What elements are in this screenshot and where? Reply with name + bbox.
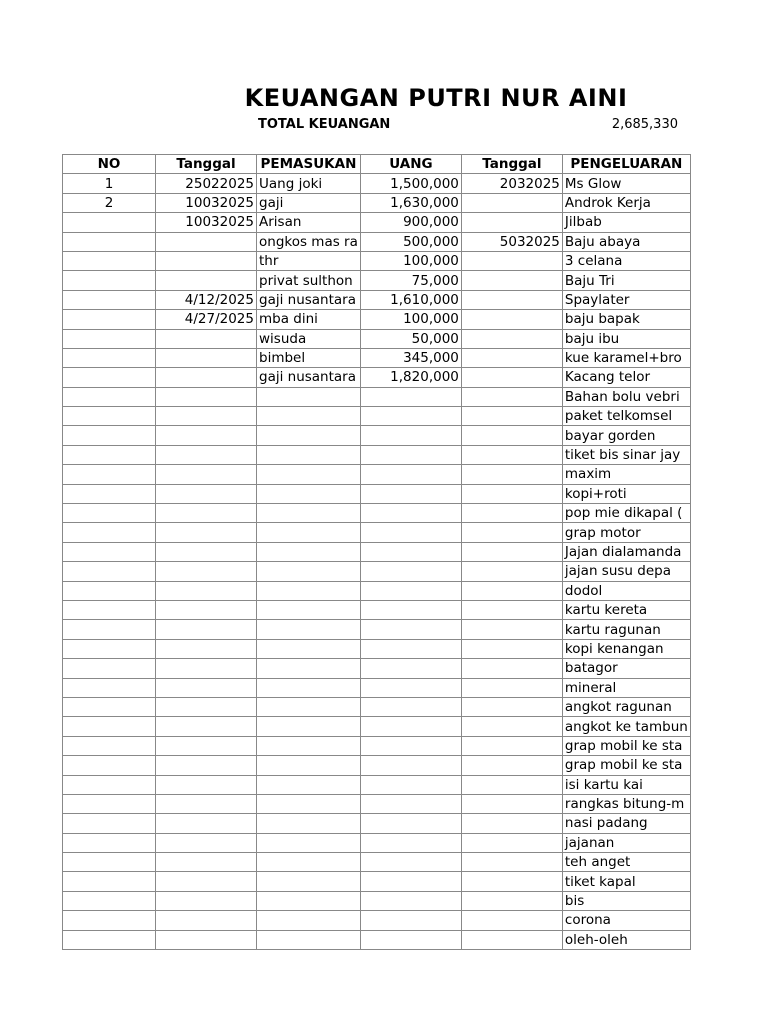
cell-pemasukan[interactable] — [257, 387, 361, 406]
cell-no[interactable] — [63, 736, 156, 755]
cell-uang[interactable] — [360, 814, 461, 833]
header-tanggal-masuk: Tanggal — [156, 155, 257, 174]
table-row — [63, 775, 691, 794]
cell-tanggal-keluar[interactable] — [461, 736, 562, 755]
table-row — [63, 329, 691, 348]
cell-uang[interactable] — [360, 756, 461, 775]
cell-tanggal-masuk[interactable] — [156, 348, 257, 367]
cell-pemasukan[interactable] — [257, 542, 361, 561]
cell-no[interactable] — [63, 290, 156, 309]
cell-tanggal-keluar[interactable] — [461, 891, 562, 910]
table-row — [63, 193, 691, 212]
cell-tanggal-masuk[interactable] — [156, 756, 257, 775]
cell-no[interactable] — [63, 911, 156, 930]
cell-tanggal-masuk[interactable] — [156, 697, 257, 716]
cell-pengeluaran[interactable]: batagor — [562, 659, 690, 678]
cell-pengeluaran[interactable]: baju bapak — [562, 310, 690, 329]
cell-pemasukan[interactable]: thr — [257, 251, 361, 270]
cell-no[interactable] — [63, 465, 156, 484]
cell-uang[interactable] — [360, 833, 461, 852]
cell-tanggal-keluar[interactable] — [461, 562, 562, 581]
cell-no[interactable] — [63, 387, 156, 406]
cell-no[interactable] — [63, 717, 156, 736]
cell-no[interactable] — [63, 678, 156, 697]
cell-no[interactable] — [63, 445, 156, 464]
table-row — [63, 523, 691, 542]
cell-uang[interactable] — [360, 426, 461, 445]
cell-tanggal-keluar[interactable] — [461, 794, 562, 813]
cell-pemasukan[interactable] — [257, 426, 361, 445]
cell-tanggal-masuk[interactable] — [156, 717, 257, 736]
cell-uang[interactable]: 100,000 — [360, 251, 461, 270]
cell-tanggal-masuk[interactable] — [156, 271, 257, 290]
table-row — [63, 833, 691, 852]
cell-pengeluaran[interactable]: Bahan bolu vebri — [562, 387, 690, 406]
cell-uang[interactable]: 1,820,000 — [360, 368, 461, 387]
cell-tanggal-masuk[interactable] — [156, 891, 257, 910]
table-row — [63, 484, 691, 503]
cell-pengeluaran[interactable]: Jilbab — [562, 213, 690, 232]
cell-uang[interactable] — [360, 542, 461, 561]
cell-no[interactable] — [63, 600, 156, 619]
header-row — [63, 155, 691, 174]
cell-uang[interactable] — [360, 620, 461, 639]
cell-no[interactable] — [63, 814, 156, 833]
cell-tanggal-masuk[interactable] — [156, 484, 257, 503]
cell-pemasukan[interactable] — [257, 853, 361, 872]
cell-pemasukan[interactable] — [257, 794, 361, 813]
cell-pemasukan[interactable] — [257, 523, 361, 542]
cell-no[interactable] — [63, 697, 156, 716]
table-row — [63, 562, 691, 581]
cell-uang[interactable] — [360, 775, 461, 794]
cell-tanggal-keluar[interactable] — [461, 872, 562, 891]
cell-pemasukan[interactable]: ongkos mas ra — [257, 232, 361, 251]
cell-tanggal-masuk[interactable]: 4/27/2025 — [156, 310, 257, 329]
cell-tanggal-masuk[interactable] — [156, 659, 257, 678]
cell-pemasukan[interactable] — [257, 678, 361, 697]
table-row — [63, 581, 691, 600]
cell-tanggal-masuk[interactable] — [156, 387, 257, 406]
cell-tanggal-masuk[interactable] — [156, 562, 257, 581]
cell-no[interactable] — [63, 756, 156, 775]
cell-uang[interactable] — [360, 465, 461, 484]
table-row — [63, 213, 691, 232]
cell-tanggal-masuk[interactable] — [156, 368, 257, 387]
cell-tanggal-masuk[interactable] — [156, 620, 257, 639]
table-row — [63, 891, 691, 910]
cell-no[interactable] — [63, 407, 156, 426]
cell-pemasukan[interactable] — [257, 620, 361, 639]
cell-tanggal-keluar[interactable]: 5032025 — [461, 232, 562, 251]
cell-tanggal-keluar[interactable] — [461, 911, 562, 930]
cell-uang[interactable] — [360, 484, 461, 503]
header-pemasukan: PEMASUKAN — [257, 155, 361, 174]
cell-tanggal-masuk[interactable] — [156, 426, 257, 445]
table-row — [63, 853, 691, 872]
cell-tanggal-masuk[interactable] — [156, 542, 257, 561]
cell-pemasukan[interactable] — [257, 717, 361, 736]
cell-uang[interactable] — [360, 387, 461, 406]
cell-pengeluaran[interactable]: kartu ragunan — [562, 620, 690, 639]
cell-no[interactable] — [63, 213, 156, 232]
cell-tanggal-masuk[interactable] — [156, 232, 257, 251]
cell-tanggal-masuk[interactable] — [156, 504, 257, 523]
table-row — [63, 620, 691, 639]
cell-pemasukan[interactable] — [257, 581, 361, 600]
cell-tanggal-keluar[interactable] — [461, 271, 562, 290]
cell-pengeluaran[interactable]: bis — [562, 891, 690, 910]
cell-tanggal-masuk[interactable] — [156, 465, 257, 484]
cell-uang[interactable]: 75,000 — [360, 271, 461, 290]
cell-uang[interactable] — [360, 678, 461, 697]
cell-no[interactable] — [63, 775, 156, 794]
table-row — [63, 348, 691, 367]
cell-no[interactable] — [63, 348, 156, 367]
cell-pengeluaran[interactable]: oleh-oleh — [562, 930, 690, 949]
cell-tanggal-masuk[interactable] — [156, 814, 257, 833]
cell-uang[interactable] — [360, 581, 461, 600]
cell-uang[interactable] — [360, 717, 461, 736]
cell-pengeluaran[interactable]: kopi kenangan — [562, 639, 690, 658]
cell-no[interactable] — [63, 426, 156, 445]
cell-pengeluaran[interactable]: jajan susu depa — [562, 562, 690, 581]
cell-pemasukan[interactable]: wisuda — [257, 329, 361, 348]
cell-pengeluaran[interactable]: tiket bis sinar jay — [562, 445, 690, 464]
table-row — [63, 659, 691, 678]
table-row — [63, 310, 691, 329]
cell-no[interactable] — [63, 310, 156, 329]
cell-uang[interactable]: 500,000 — [360, 232, 461, 251]
cell-tanggal-keluar[interactable] — [461, 387, 562, 406]
cell-tanggal-keluar[interactable] — [461, 484, 562, 503]
table-row — [63, 504, 691, 523]
table-row — [63, 930, 691, 949]
table-row — [63, 717, 691, 736]
cell-no[interactable] — [63, 251, 156, 270]
cell-uang[interactable] — [360, 659, 461, 678]
table-row — [63, 271, 691, 290]
cell-pemasukan[interactable] — [257, 911, 361, 930]
cell-pengeluaran[interactable]: angkot ragunan — [562, 697, 690, 716]
cell-tanggal-keluar[interactable] — [461, 620, 562, 639]
cell-no[interactable] — [63, 523, 156, 542]
cell-tanggal-keluar[interactable] — [461, 193, 562, 212]
cell-pengeluaran[interactable]: rangkas bitung-m — [562, 794, 690, 813]
table-row — [63, 232, 691, 251]
table-row — [63, 756, 691, 775]
table-row — [63, 678, 691, 697]
cell-uang[interactable] — [360, 697, 461, 716]
table-row — [63, 697, 691, 716]
cell-uang[interactable] — [360, 891, 461, 910]
cell-pemasukan[interactable] — [257, 736, 361, 755]
cell-tanggal-keluar[interactable] — [461, 251, 562, 270]
cell-tanggal-masuk[interactable] — [156, 833, 257, 852]
cell-pemasukan[interactable]: gaji nusantara — [257, 368, 361, 387]
cell-tanggal-keluar[interactable] — [461, 329, 562, 348]
cell-no[interactable] — [63, 639, 156, 658]
cell-no[interactable] — [63, 833, 156, 852]
cell-no[interactable] — [63, 930, 156, 949]
cell-tanggal-keluar[interactable] — [461, 426, 562, 445]
cell-uang[interactable] — [360, 930, 461, 949]
cell-uang[interactable] — [360, 407, 461, 426]
cell-tanggal-masuk[interactable] — [156, 407, 257, 426]
cell-pemasukan[interactable] — [257, 600, 361, 619]
cell-pengeluaran[interactable]: grap mobil ke sta — [562, 736, 690, 755]
cell-pemasukan[interactable] — [257, 697, 361, 716]
cell-tanggal-keluar[interactable] — [461, 659, 562, 678]
cell-tanggal-masuk[interactable] — [156, 251, 257, 270]
cell-tanggal-keluar[interactable] — [461, 853, 562, 872]
page-title: KEUANGAN PUTRI NUR AINI — [244, 84, 628, 112]
cell-pengeluaran[interactable]: bayar gorden — [562, 426, 690, 445]
cell-uang[interactable] — [360, 504, 461, 523]
header-uang: UANG — [360, 155, 461, 174]
cell-pemasukan[interactable] — [257, 639, 361, 658]
cell-pengeluaran[interactable]: Ms Glow — [562, 174, 690, 193]
cell-uang[interactable]: 1,610,000 — [360, 290, 461, 309]
cell-tanggal-keluar[interactable] — [461, 445, 562, 464]
cell-pengeluaran[interactable]: kopi+roti — [562, 484, 690, 503]
cell-no[interactable] — [63, 659, 156, 678]
cell-tanggal-masuk[interactable]: 25022025 — [156, 174, 257, 193]
cell-tanggal-keluar[interactable] — [461, 348, 562, 367]
table-row — [63, 387, 691, 406]
cell-tanggal-keluar[interactable] — [461, 504, 562, 523]
table-row — [63, 426, 691, 445]
table-row — [63, 407, 691, 426]
header-no: NO — [63, 155, 156, 174]
cell-tanggal-masuk[interactable] — [156, 445, 257, 464]
table-row — [63, 368, 691, 387]
cell-pemasukan[interactable]: gaji nusantara — [257, 290, 361, 309]
header-pengeluaran: PENGELUARAN — [562, 155, 690, 174]
cell-tanggal-masuk[interactable] — [156, 911, 257, 930]
cell-pengeluaran[interactable]: Baju abaya — [562, 232, 690, 251]
cell-no[interactable] — [63, 484, 156, 503]
cell-pengeluaran[interactable]: dodol — [562, 581, 690, 600]
cell-tanggal-keluar[interactable] — [461, 310, 562, 329]
cell-pemasukan[interactable] — [257, 891, 361, 910]
cell-tanggal-masuk[interactable] — [156, 329, 257, 348]
cell-pemasukan[interactable] — [257, 504, 361, 523]
cell-tanggal-keluar[interactable] — [461, 814, 562, 833]
cell-no[interactable] — [63, 368, 156, 387]
cell-pengeluaran[interactable]: kue karamel+bro — [562, 348, 690, 367]
cell-tanggal-keluar[interactable] — [461, 930, 562, 949]
cell-no[interactable] — [63, 853, 156, 872]
cell-no[interactable] — [63, 271, 156, 290]
cell-tanggal-keluar[interactable] — [461, 213, 562, 232]
cell-uang[interactable] — [360, 639, 461, 658]
cell-pengeluaran[interactable]: baju ibu — [562, 329, 690, 348]
cell-no[interactable] — [63, 329, 156, 348]
finance-table — [62, 154, 691, 950]
cell-tanggal-masuk[interactable] — [156, 639, 257, 658]
cell-pemasukan[interactable] — [257, 407, 361, 426]
cell-pengeluaran[interactable]: grap motor — [562, 523, 690, 542]
cell-tanggal-keluar[interactable] — [461, 756, 562, 775]
cell-pemasukan[interactable] — [257, 562, 361, 581]
table-row — [63, 911, 691, 930]
cell-pengeluaran[interactable]: Jajan dialamanda — [562, 542, 690, 561]
cell-tanggal-masuk[interactable] — [156, 872, 257, 891]
cell-tanggal-masuk[interactable] — [156, 794, 257, 813]
cell-tanggal-keluar[interactable] — [461, 290, 562, 309]
cell-pemasukan[interactable] — [257, 484, 361, 503]
cell-pemasukan[interactable] — [257, 775, 361, 794]
table-row — [63, 736, 691, 755]
cell-pemasukan[interactable] — [257, 833, 361, 852]
cell-uang[interactable] — [360, 445, 461, 464]
cell-tanggal-masuk[interactable]: 10032025 — [156, 213, 257, 232]
cell-uang[interactable] — [360, 794, 461, 813]
cell-tanggal-masuk[interactable] — [156, 678, 257, 697]
cell-tanggal-keluar[interactable] — [461, 542, 562, 561]
cell-pemasukan[interactable]: gaji — [257, 193, 361, 212]
cell-pengeluaran[interactable]: grap mobil ke sta — [562, 756, 690, 775]
cell-pengeluaran[interactable]: Androk Kerja — [562, 193, 690, 212]
cell-tanggal-masuk[interactable] — [156, 930, 257, 949]
cell-tanggal-masuk[interactable]: 10032025 — [156, 193, 257, 212]
cell-pengeluaran[interactable]: Baju Tri — [562, 271, 690, 290]
cell-pemasukan[interactable] — [257, 445, 361, 464]
cell-tanggal-keluar[interactable] — [461, 775, 562, 794]
cell-pemasukan[interactable]: Arisan — [257, 213, 361, 232]
cell-tanggal-masuk[interactable]: 4/12/2025 — [156, 290, 257, 309]
cell-tanggal-masuk[interactable] — [156, 775, 257, 794]
cell-pengeluaran[interactable]: teh anget — [562, 853, 690, 872]
cell-uang[interactable]: 100,000 — [360, 310, 461, 329]
cell-pemasukan[interactable] — [257, 872, 361, 891]
header-tanggal-keluar: Tanggal — [461, 155, 562, 174]
cell-pemasukan[interactable]: mba dini — [257, 310, 361, 329]
cell-no[interactable]: 2 — [63, 193, 156, 212]
cell-uang[interactable]: 50,000 — [360, 329, 461, 348]
table-row — [63, 600, 691, 619]
cell-pengeluaran[interactable]: pop mie dikapal ( — [562, 504, 690, 523]
cell-uang[interactable] — [360, 736, 461, 755]
cell-tanggal-keluar[interactable] — [461, 407, 562, 426]
cell-no[interactable] — [63, 794, 156, 813]
cell-pemasukan[interactable] — [257, 756, 361, 775]
cell-uang[interactable] — [360, 853, 461, 872]
cell-no[interactable] — [63, 232, 156, 251]
total-value: 2,685,330 — [611, 117, 678, 132]
cell-pengeluaran[interactable]: corona — [562, 911, 690, 930]
cell-tanggal-keluar[interactable] — [461, 697, 562, 716]
table-row — [63, 794, 691, 813]
cell-pengeluaran[interactable]: tiket kapal — [562, 872, 690, 891]
cell-no[interactable] — [63, 620, 156, 639]
table-row — [63, 465, 691, 484]
cell-pemasukan[interactable]: Uang joki — [257, 174, 361, 193]
cell-no[interactable] — [63, 581, 156, 600]
cell-uang[interactable] — [360, 523, 461, 542]
cell-tanggal-masuk[interactable] — [156, 523, 257, 542]
cell-pengeluaran[interactable]: maxim — [562, 465, 690, 484]
cell-no[interactable] — [63, 891, 156, 910]
cell-no[interactable] — [63, 504, 156, 523]
cell-pengeluaran[interactable]: nasi padang — [562, 814, 690, 833]
cell-uang[interactable]: 1,630,000 — [360, 193, 461, 212]
cell-tanggal-keluar[interactable] — [461, 678, 562, 697]
cell-pengeluaran[interactable]: mineral — [562, 678, 690, 697]
cell-no[interactable]: 1 — [63, 174, 156, 193]
cell-no[interactable] — [63, 872, 156, 891]
cell-uang[interactable] — [360, 872, 461, 891]
cell-tanggal-masuk[interactable] — [156, 600, 257, 619]
cell-tanggal-keluar[interactable] — [461, 465, 562, 484]
cell-uang[interactable]: 900,000 — [360, 213, 461, 232]
cell-pemasukan[interactable]: privat sulthon — [257, 271, 361, 290]
cell-tanggal-keluar[interactable] — [461, 581, 562, 600]
cell-tanggal-masuk[interactable] — [156, 581, 257, 600]
cell-pengeluaran[interactable]: Kacang telor — [562, 368, 690, 387]
table-row — [63, 174, 691, 193]
cell-tanggal-keluar[interactable] — [461, 833, 562, 852]
cell-uang[interactable]: 1,500,000 — [360, 174, 461, 193]
table-row — [63, 639, 691, 658]
cell-no[interactable] — [63, 562, 156, 581]
cell-tanggal-keluar[interactable] — [461, 639, 562, 658]
cell-tanggal-masuk[interactable] — [156, 736, 257, 755]
cell-tanggal-keluar[interactable] — [461, 523, 562, 542]
cell-uang[interactable] — [360, 911, 461, 930]
cell-uang[interactable] — [360, 600, 461, 619]
cell-pengeluaran[interactable]: 3 celana — [562, 251, 690, 270]
table-row — [63, 290, 691, 309]
cell-tanggal-keluar[interactable] — [461, 717, 562, 736]
table-row — [63, 445, 691, 464]
cell-no[interactable] — [63, 542, 156, 561]
cell-pengeluaran[interactable]: kartu kereta — [562, 600, 690, 619]
cell-pengeluaran[interactable]: jajanan — [562, 833, 690, 852]
cell-tanggal-masuk[interactable] — [156, 853, 257, 872]
cell-pengeluaran[interactable]: Spaylater — [562, 290, 690, 309]
cell-tanggal-keluar[interactable] — [461, 368, 562, 387]
total-label: TOTAL KEUANGAN — [258, 117, 391, 132]
table-row — [63, 251, 691, 270]
cell-pengeluaran[interactable]: angkot ke tambun — [562, 717, 690, 736]
cell-pengeluaran[interactable]: isi kartu kai — [562, 775, 690, 794]
table-row — [63, 542, 691, 561]
cell-uang[interactable] — [360, 562, 461, 581]
cell-pemasukan[interactable] — [257, 465, 361, 484]
cell-tanggal-keluar[interactable]: 2032025 — [461, 174, 562, 193]
cell-pemasukan[interactable] — [257, 659, 361, 678]
cell-tanggal-keluar[interactable] — [461, 600, 562, 619]
cell-pengeluaran[interactable]: paket telkomsel — [562, 407, 690, 426]
table-row — [63, 872, 691, 891]
cell-pemasukan[interactable] — [257, 814, 361, 833]
cell-pemasukan[interactable]: bimbel — [257, 348, 361, 367]
cell-pemasukan[interactable] — [257, 930, 361, 949]
cell-uang[interactable]: 345,000 — [360, 348, 461, 367]
table-row — [63, 814, 691, 833]
